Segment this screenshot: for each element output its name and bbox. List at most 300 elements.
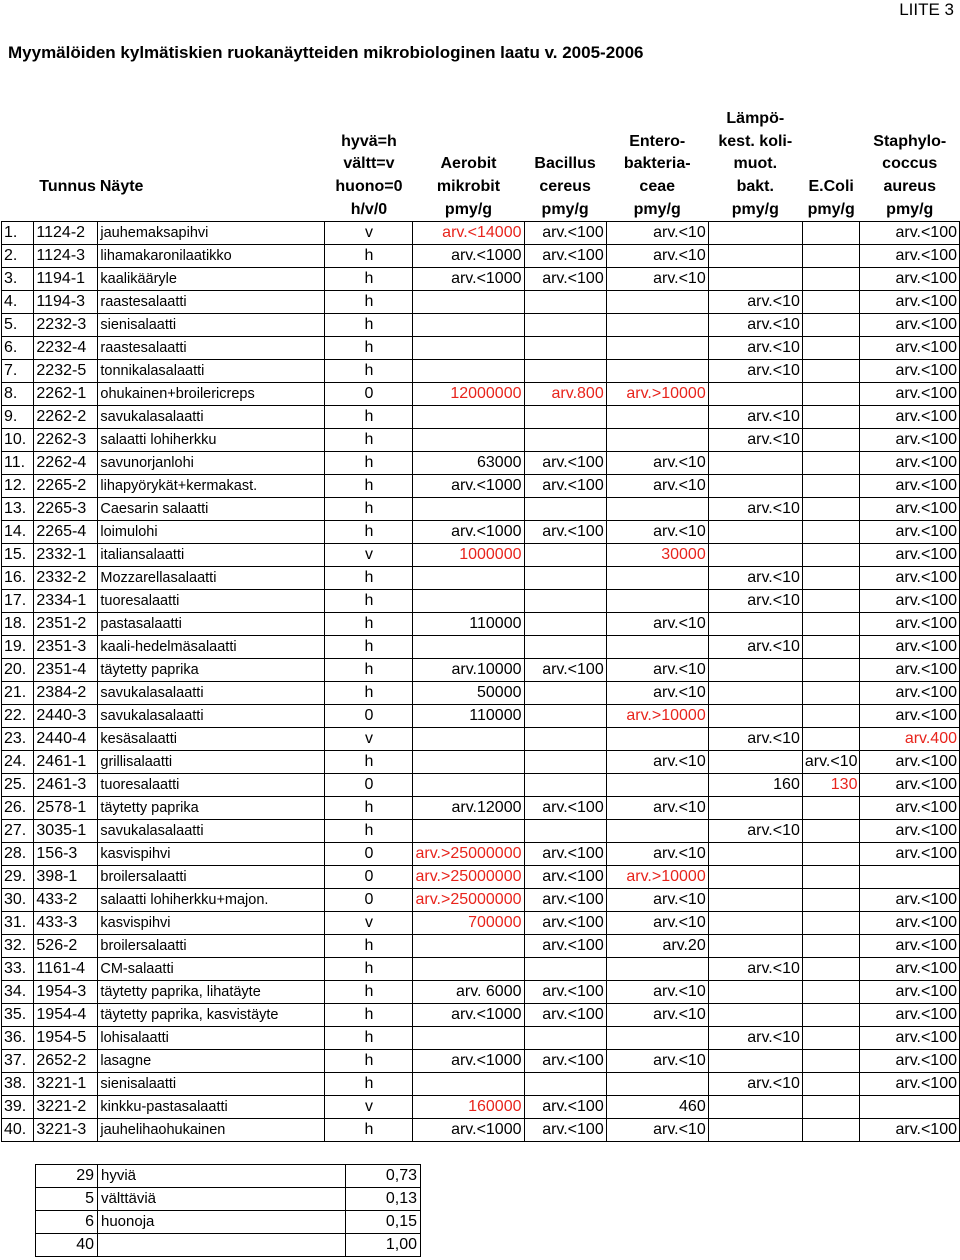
entero-count: 30000	[606, 544, 708, 567]
ecoli-count	[802, 935, 860, 958]
staph-count: arv.<100	[860, 636, 960, 659]
sample-code: 2332-2	[34, 567, 98, 590]
sample-number: 7.	[2, 360, 34, 383]
bacillus-count: arv.800	[524, 383, 606, 406]
ecoli-count	[802, 1050, 860, 1073]
aerobic-count	[413, 728, 524, 751]
thermo-coliform-count	[708, 475, 802, 498]
table-row	[2, 866, 960, 889]
entero-count: arv.<10	[606, 475, 708, 498]
sample-number: 30.	[2, 889, 34, 912]
summary-ratio: 0,15	[346, 1211, 421, 1234]
table-row	[2, 452, 960, 475]
staph-count: arv.<100	[860, 1073, 960, 1096]
sample-code: 2232-3	[34, 314, 98, 337]
ecoli-count	[802, 820, 860, 843]
summary-row	[36, 1165, 421, 1188]
quality-rating: v	[325, 544, 413, 567]
entero-count: arv.<10	[606, 521, 708, 544]
bacillus-count: arv.<100	[524, 245, 606, 268]
entero-count: 460	[606, 1096, 708, 1119]
staph-count: arv.<100	[860, 337, 960, 360]
quality-rating: v	[325, 728, 413, 751]
sample-name: loimulohi	[98, 521, 325, 544]
ecoli-count	[802, 613, 860, 636]
sample-number: 13.	[2, 498, 34, 521]
quality-rating: 0	[325, 889, 413, 912]
header-row	[2, 106, 960, 198]
entero-count	[606, 291, 708, 314]
sample-code: 1161-4	[34, 958, 98, 981]
quality-rating: h	[325, 682, 413, 705]
sample-code: 2265-3	[34, 498, 98, 521]
bacillus-count: arv.<100	[524, 521, 606, 544]
units-row	[2, 198, 960, 222]
aerobic-count: arv.>25000000	[413, 866, 524, 889]
sample-code: 2334-1	[34, 590, 98, 613]
sample-name: lohisalaatti	[98, 1027, 325, 1050]
unit-hvo: h/v/0	[350, 201, 388, 218]
sample-code: 2351-4	[34, 659, 98, 682]
ecoli-count	[802, 1073, 860, 1096]
staph-count: arv.<100	[860, 682, 960, 705]
sample-number: 5.	[2, 314, 34, 337]
thermo-coliform-count: arv.<10	[708, 567, 802, 590]
sample-code: 3221-1	[34, 1073, 98, 1096]
sample-name: tonnikalasalaatti	[98, 360, 325, 383]
table-row	[2, 705, 960, 728]
ecoli-count	[802, 360, 860, 383]
sample-code: 1194-1	[34, 268, 98, 291]
staph-count: arv.<100	[860, 475, 960, 498]
sample-number: 8.	[2, 383, 34, 406]
aerobic-count: 63000	[413, 452, 524, 475]
thermo-coliform-count	[708, 797, 802, 820]
table-row	[2, 820, 960, 843]
staph-count: arv.<100	[860, 912, 960, 935]
quality-rating: h	[325, 268, 413, 291]
entero-count	[606, 1027, 708, 1050]
sample-number: 34.	[2, 981, 34, 1004]
sample-code: 2332-1	[34, 544, 98, 567]
sample-name: salaatti lohiherkku+majon.	[98, 889, 325, 912]
aerobic-count: arv.>25000000	[413, 843, 524, 866]
thermo-coliform-count: arv.<10	[708, 590, 802, 613]
entero-count: arv.20	[606, 935, 708, 958]
ecoli-count	[802, 659, 860, 682]
table-row	[2, 751, 960, 774]
sample-code: 3221-2	[34, 1096, 98, 1119]
aerobic-count: arv.<1000	[413, 475, 524, 498]
thermo-coliform-count	[708, 222, 802, 245]
sample-name: kaali-hedelmäsalaatti	[98, 636, 325, 659]
entero-count: arv.<10	[606, 1050, 708, 1073]
sample-name: lihamakaronilaatikko	[98, 245, 325, 268]
aerobic-count	[413, 935, 524, 958]
sample-number: 28.	[2, 843, 34, 866]
thermo-coliform-count	[708, 981, 802, 1004]
aerobic-count	[413, 498, 524, 521]
entero-count	[606, 498, 708, 521]
quality-rating: h	[325, 935, 413, 958]
aerobic-count: 700000	[413, 912, 524, 935]
thermo-coliform-count: arv.<10	[708, 1027, 802, 1050]
aerobic-count	[413, 1027, 524, 1050]
entero-count: arv.>10000	[606, 866, 708, 889]
entero-count: arv.<10	[606, 452, 708, 475]
sample-name: savukalasalaatti	[98, 682, 325, 705]
ecoli-count: arv.<10	[802, 751, 860, 774]
aerobic-count: 1000000	[413, 544, 524, 567]
sample-name: jauhemaksapihvi	[98, 222, 325, 245]
quality-rating: v	[325, 912, 413, 935]
quality-rating: h	[325, 291, 413, 314]
sample-code: 398-1	[34, 866, 98, 889]
bacillus-count	[524, 360, 606, 383]
sample-code: 2265-2	[34, 475, 98, 498]
sample-code: 433-3	[34, 912, 98, 935]
staph-count: arv.<100	[860, 751, 960, 774]
quality-rating: h	[325, 452, 413, 475]
quality-rating: h	[325, 521, 413, 544]
appendix-label: LIITE 3	[899, 0, 954, 19]
staph-count: arv.<100	[860, 1119, 960, 1142]
aerobic-count	[413, 774, 524, 797]
staph-count: arv.<100	[860, 1004, 960, 1027]
staph-count: arv.<100	[860, 935, 960, 958]
ecoli-count	[802, 636, 860, 659]
staph-count	[860, 1096, 960, 1119]
table-row	[2, 843, 960, 866]
aerobic-count	[413, 1073, 524, 1096]
bacillus-count	[524, 1073, 606, 1096]
table-row	[2, 636, 960, 659]
thermo-coliform-count: arv.<10	[708, 429, 802, 452]
quality-rating: h	[325, 751, 413, 774]
ecoli-count	[802, 866, 860, 889]
bacillus-count	[524, 613, 606, 636]
thermo-coliform-count	[708, 521, 802, 544]
bacillus-count	[524, 429, 606, 452]
sample-number: 35.	[2, 1004, 34, 1027]
staph-count: arv.<100	[860, 314, 960, 337]
sample-code: 2262-3	[34, 429, 98, 452]
aerobic-count	[413, 636, 524, 659]
sample-number: 4.	[2, 291, 34, 314]
sample-name: lasagne	[98, 1050, 325, 1073]
thermo-coliform-count	[708, 544, 802, 567]
sample-code: 2384-2	[34, 682, 98, 705]
table-row	[2, 1119, 960, 1142]
staph-count: arv.<100	[860, 705, 960, 728]
sample-code: 2351-3	[34, 636, 98, 659]
entero-count	[606, 429, 708, 452]
thermo-coliform-count	[708, 659, 802, 682]
ecoli-count	[802, 337, 860, 360]
sample-code: 1954-4	[34, 1004, 98, 1027]
quality-rating: h	[325, 567, 413, 590]
thermo-coliform-count	[708, 1096, 802, 1119]
unit-aerobit: pmy/g	[444, 201, 493, 218]
ecoli-count	[802, 452, 860, 475]
ecoli-count	[802, 429, 860, 452]
sample-name: grillisalaatti	[98, 751, 325, 774]
summary-ratio: 0,73	[346, 1165, 421, 1188]
sample-name: italiansalaatti	[98, 544, 325, 567]
sample-name: kinkku-pastasalaatti	[98, 1096, 325, 1119]
staph-count: arv.<100	[860, 521, 960, 544]
staph-count: arv.<100	[860, 406, 960, 429]
ecoli-count	[802, 268, 860, 291]
unit-lampo: pmy/g	[731, 201, 779, 218]
entero-count: arv.<10	[606, 1004, 708, 1027]
thermo-coliform-count: arv.<10	[708, 636, 802, 659]
staph-count: arv.<100	[860, 1027, 960, 1050]
thermo-coliform-count: arv.<10	[708, 958, 802, 981]
ecoli-count	[802, 843, 860, 866]
sample-code: 2652-2	[34, 1050, 98, 1073]
sample-code: 2351-2	[34, 613, 98, 636]
summary-count: 5	[36, 1188, 98, 1211]
sample-code: 2232-5	[34, 360, 98, 383]
header-ecoli: E.Coli	[808, 177, 854, 195]
ecoli-count	[802, 1096, 860, 1119]
aerobic-count	[413, 590, 524, 613]
sample-code: 1954-3	[34, 981, 98, 1004]
sample-name: sienisalaatti	[98, 1073, 325, 1096]
bacillus-count	[524, 406, 606, 429]
sample-code: 1954-5	[34, 1027, 98, 1050]
table-row	[2, 337, 960, 360]
bacillus-count	[524, 544, 606, 567]
entero-count	[606, 406, 708, 429]
entero-count: arv.>10000	[606, 705, 708, 728]
entero-count: arv.<10	[606, 659, 708, 682]
entero-count	[606, 360, 708, 383]
sample-code: 2578-1	[34, 797, 98, 820]
aerobic-count: 110000	[413, 705, 524, 728]
aerobic-count	[413, 958, 524, 981]
quality-rating: h	[325, 1050, 413, 1073]
quality-rating: h	[325, 475, 413, 498]
quality-rating: h	[325, 314, 413, 337]
bacillus-count	[524, 291, 606, 314]
table-row	[2, 1050, 960, 1073]
table-row	[2, 613, 960, 636]
unit-entero: pmy/g	[633, 201, 681, 218]
sample-number: 1.	[2, 222, 34, 245]
summary-ratio: 0,13	[346, 1188, 421, 1211]
entero-count: arv.<10	[606, 751, 708, 774]
sample-name: täytetty paprika	[98, 797, 325, 820]
sample-name: sienisalaatti	[98, 314, 325, 337]
table-row	[2, 521, 960, 544]
entero-count: arv.<10	[606, 797, 708, 820]
sample-number: 17.	[2, 590, 34, 613]
quality-rating: h	[325, 590, 413, 613]
table-row	[2, 958, 960, 981]
sample-name: kasvispihvi	[98, 843, 325, 866]
staph-count: arv.<100	[860, 452, 960, 475]
sample-name: raastesalaatti	[98, 337, 325, 360]
ecoli-count	[802, 521, 860, 544]
table-row	[2, 314, 960, 337]
header-tunnus: Tunnus	[39, 177, 96, 195]
aerobic-count	[413, 360, 524, 383]
aerobic-count	[413, 429, 524, 452]
bacillus-count: arv.<100	[524, 1004, 606, 1027]
bacillus-count	[524, 820, 606, 843]
bacillus-count	[524, 751, 606, 774]
thermo-coliform-count	[708, 866, 802, 889]
sample-number: 23.	[2, 728, 34, 751]
ecoli-count	[802, 1004, 860, 1027]
bacillus-count: arv.<100	[524, 222, 606, 245]
table-row	[2, 429, 960, 452]
quality-rating: h	[325, 1004, 413, 1027]
thermo-coliform-count	[708, 452, 802, 475]
quality-rating: 0	[325, 705, 413, 728]
quality-rating: h	[325, 797, 413, 820]
staph-count: arv.<100	[860, 567, 960, 590]
quality-rating: h	[325, 636, 413, 659]
aerobic-count: 50000	[413, 682, 524, 705]
sample-number: 18.	[2, 613, 34, 636]
unit-ecoli: pmy/g	[807, 201, 855, 218]
thermo-coliform-count: arv.<10	[708, 498, 802, 521]
ecoli-count	[802, 383, 860, 406]
aerobic-count	[413, 291, 524, 314]
bacillus-count: arv.<100	[524, 268, 606, 291]
bacillus-count: arv.<100	[524, 981, 606, 1004]
ecoli-count	[802, 682, 860, 705]
sample-number: 24.	[2, 751, 34, 774]
staph-count: arv.<100	[860, 544, 960, 567]
table-row	[2, 889, 960, 912]
sample-number: 11.	[2, 452, 34, 475]
sample-name: broilersalaatti	[98, 866, 325, 889]
quality-rating: 0	[325, 843, 413, 866]
sample-number: 9.	[2, 406, 34, 429]
summary-label: huonoja	[98, 1211, 346, 1234]
sample-name: savunorjanlohi	[98, 452, 325, 475]
table-row	[2, 797, 960, 820]
sample-number: 38.	[2, 1073, 34, 1096]
staph-count	[860, 866, 960, 889]
thermo-coliform-count	[708, 1050, 802, 1073]
aerobic-count: arv.<14000	[413, 222, 524, 245]
aerobic-count	[413, 314, 524, 337]
aerobic-count: arv.<1000	[413, 521, 524, 544]
ecoli-count	[802, 590, 860, 613]
sample-number: 29.	[2, 866, 34, 889]
entero-count: arv.>10000	[606, 383, 708, 406]
entero-count	[606, 958, 708, 981]
thermo-coliform-count	[708, 935, 802, 958]
aerobic-count: 110000	[413, 613, 524, 636]
staph-count: arv.400	[860, 728, 960, 751]
ecoli-count	[802, 291, 860, 314]
sample-number: 14.	[2, 521, 34, 544]
sample-name: raastesalaatti	[98, 291, 325, 314]
aerobic-count: 12000000	[413, 383, 524, 406]
quality-rating: h	[325, 981, 413, 1004]
entero-count	[606, 728, 708, 751]
table-row	[2, 406, 960, 429]
quality-rating: h	[325, 498, 413, 521]
sample-code: 1194-3	[34, 291, 98, 314]
quality-rating: 0	[325, 774, 413, 797]
aerobic-count: arv.<1000	[413, 245, 524, 268]
sample-name: salaatti lohiherkku	[98, 429, 325, 452]
thermo-coliform-count: arv.<10	[708, 360, 802, 383]
sample-number: 21.	[2, 682, 34, 705]
thermo-coliform-count	[708, 843, 802, 866]
bacillus-count: arv.<100	[524, 475, 606, 498]
header-entero: Entero- bakteria- ceae	[623, 132, 691, 195]
entero-count	[606, 820, 708, 843]
ecoli-count: 130	[802, 774, 860, 797]
table-row	[2, 245, 960, 268]
entero-count: arv.<10	[606, 245, 708, 268]
sample-number: 33.	[2, 958, 34, 981]
table-row	[2, 728, 960, 751]
bacillus-count: arv.<100	[524, 452, 606, 475]
aerobic-count	[413, 751, 524, 774]
bacillus-count: arv.<100	[524, 935, 606, 958]
bacillus-count	[524, 682, 606, 705]
table-row	[2, 1027, 960, 1050]
entero-count: arv.<10	[606, 682, 708, 705]
bacillus-count: arv.<100	[524, 797, 606, 820]
aerobic-count: arv.<1000	[413, 1050, 524, 1073]
thermo-coliform-count	[708, 1004, 802, 1027]
sample-number: 10.	[2, 429, 34, 452]
bacillus-count	[524, 314, 606, 337]
sample-number: 19.	[2, 636, 34, 659]
thermo-coliform-count	[708, 383, 802, 406]
sample-code: 2262-1	[34, 383, 98, 406]
sample-number: 16.	[2, 567, 34, 590]
sample-code: 2440-4	[34, 728, 98, 751]
bacillus-count	[524, 337, 606, 360]
sample-number: 15.	[2, 544, 34, 567]
thermo-coliform-count: arv.<10	[708, 314, 802, 337]
thermo-coliform-count: arv.<10	[708, 337, 802, 360]
staph-count: arv.<100	[860, 843, 960, 866]
entero-count	[606, 337, 708, 360]
summary-count: 6	[36, 1211, 98, 1234]
ecoli-count	[802, 1119, 860, 1142]
summary-row	[36, 1188, 421, 1211]
table-row	[2, 659, 960, 682]
bacillus-count: arv.<100	[524, 1096, 606, 1119]
thermo-coliform-count	[708, 245, 802, 268]
ecoli-count	[802, 981, 860, 1004]
sample-name: tuoresalaatti	[98, 774, 325, 797]
staph-count: arv.<100	[860, 222, 960, 245]
summary-count: 40	[36, 1234, 98, 1257]
sample-name: savukalasalaatti	[98, 820, 325, 843]
sample-number: 40.	[2, 1119, 34, 1142]
sample-code: 2262-2	[34, 406, 98, 429]
ecoli-count	[802, 567, 860, 590]
thermo-coliform-count: arv.<10	[708, 291, 802, 314]
sample-code: 3221-3	[34, 1119, 98, 1142]
sample-name: CM-salaatti	[98, 958, 325, 981]
sample-number: 22.	[2, 705, 34, 728]
summary-label: välttäviä	[98, 1188, 346, 1211]
